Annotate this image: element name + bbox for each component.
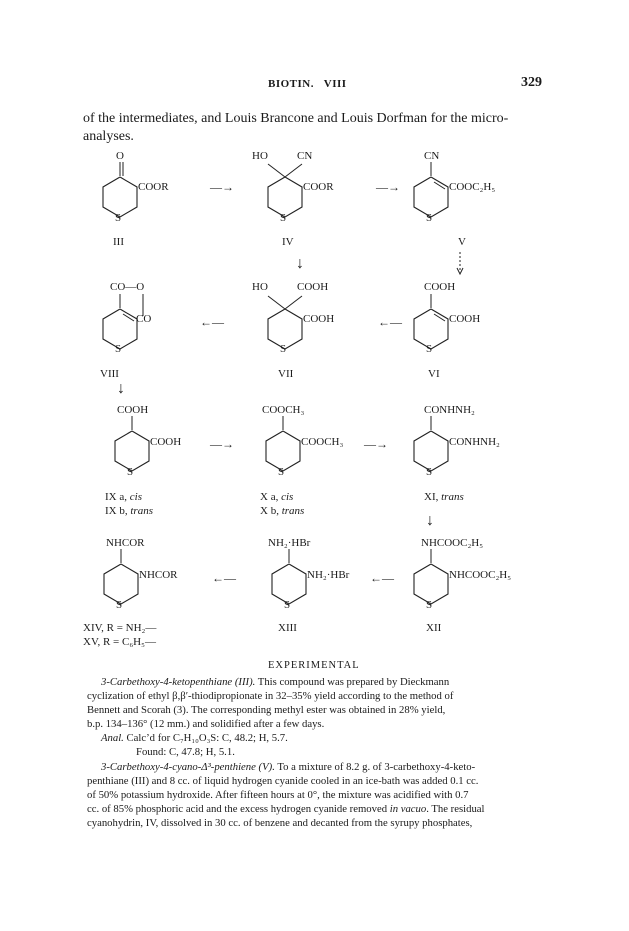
intro-line-2: analyses. [83,129,134,144]
V-substituent: COOC₂H₅ [449,181,496,193]
XI-label-text: XI, [424,491,439,503]
IV-hydroxy: HO [252,150,268,162]
VII-carboxyl-top: COOH [297,281,329,293]
X-label-a [260,491,293,503]
XIV-substituent: NHCOR [139,569,178,581]
arrow-VIII-IX: ↓ [117,380,125,397]
III-label: III [113,236,124,248]
XI-label [424,491,464,503]
p1-line-4: b.p. 134–136° (12 mm.) and solidified after a few days. [87,718,325,730]
XII-substituent: NHCOOC₂H₅ [449,569,512,581]
VIII-lactone-top: CO—O [110,281,145,293]
XI-ring-bonds [406,414,466,484]
in-vacuo: in vacuo [389,803,427,815]
XIV-label: XIV, R = NH₂— [83,622,157,634]
XIII-label: XIII [278,622,297,634]
arrow-VII-VIII: ←— [200,315,224,329]
IX-label-b [105,505,153,517]
XI-sulfur: S [426,466,433,478]
IX-carboxyl-top: COOH [117,404,149,416]
p1-line-1 [101,676,449,690]
p2-line-3: of 50% potassium hydroxide. After fifteen hours at 0°, the mixture was acidified with 0.7 [87,789,469,801]
III-ring-bonds [95,160,155,230]
V-label: V [458,236,466,248]
VI-ring-bonds [406,292,466,362]
compound-V-title: 3-Carbethoxy-4-cyano-Δ³-penthiene (V). [101,761,275,773]
XI-hydrazide-top: CONHNH₂ [424,404,475,416]
XIV-sulfur: S [116,599,123,611]
p2-line-1-text: To a mixture of 8.2 g. of 3-carbethoxy-4-keto- [274,761,476,773]
IV-cyano: CN [297,150,313,162]
IX-sulfur: S [127,466,134,478]
arrow-VI-VII: ←— [378,315,402,329]
arrow-IX-X: —→ [210,437,234,451]
p2-line-5: cyanohydrin, IV, dissolved in 30 cc. of benzene and decanted from the syrupy phosphates, [87,817,473,829]
IV-sulfur: S [280,212,287,224]
XV-label: XV, R = C₆H₅— [83,636,156,648]
X-ester-top: COOCH₃ [262,404,305,416]
intro-line-1: of the intermediates, and Louis Brancone and Louis Dorfman for the micro- [83,111,509,126]
anal-label: Anal. [101,732,124,744]
IX-label-b-text: IX b, [105,505,128,517]
arrow-X-XI: —→ [364,437,388,451]
p2-line-4 [87,803,485,817]
p1-line-1-text: This compound was prepared by Dieckmann [255,676,450,688]
VI-label: VI [428,368,440,380]
VII-hydroxy: HO [252,281,268,293]
arrow-III-IV: —→ [210,180,234,194]
arrow-XIII-XIV: ←— [212,571,236,585]
VIII-sulfur: S [115,343,122,355]
running-title-part: VIII [323,78,347,90]
XIV-ring-bonds [96,547,156,617]
V-ring-bonds [406,160,466,230]
XIII-substituent: NH₂·HBr [307,569,350,581]
running-title-text: BIOTIN. [268,78,314,90]
X-label-a-text: X a, [260,491,279,503]
running-title [268,78,347,90]
p1-line-6: Found: C, 47.8; H, 5.1. [136,746,235,758]
VIII-label: VIII [100,368,119,380]
arrow-V-VI-dotted [455,252,465,277]
IX-ring-bonds [107,414,167,484]
XII-carbamate-top: NHCOOC₂H₅ [421,537,484,549]
compound-III-title: 3-Carbethoxy-4-ketopenthiane (III). [101,676,256,688]
V-sulfur: S [426,212,433,224]
p2-line-4-text: cc. of 85% phosphoric acid and the excess hydrogen cyanide removed [87,803,390,815]
arrow-IV-V: —→ [376,180,400,194]
IV-label: IV [282,236,294,248]
III-oxo: O [116,150,124,162]
VII-label: VII [278,368,294,380]
p1-line-5 [101,732,288,746]
p1-line-3: Bennett and Scorah (3). The corresponding methyl ester was obtained in 28% yield, [87,704,446,716]
X-label-a-stereo: cis [281,491,294,503]
XIII-amine-top: NH₂·HBr [268,537,311,549]
arrow-XII-XIII: ←— [370,571,394,585]
XII-label: XII [426,622,442,634]
XII-ring-bonds [406,547,466,617]
IX-label-b-stereo: trans [130,505,153,517]
VII-ring-bonds [258,292,328,362]
V-cyano: CN [424,150,440,162]
X-sulfur: S [278,466,285,478]
XI-substituent: CONHNH₂ [449,436,500,448]
arrow-XI-XII: ↓ [426,512,434,529]
IV-substituent: COOR [303,181,334,193]
IV-ring-bonds [258,160,328,230]
XIV-amide-top: NHCOR [106,537,145,549]
XIII-sulfur: S [284,599,291,611]
p2-line-2: penthiane (III) and 8 cc. of liquid hydrogen cyanide cooled in an ice-bath was added 0.1 cc. [87,775,479,787]
X-label-b-stereo: trans [281,505,305,517]
III-sulfur: S [115,212,122,224]
XI-label-stereo: trans [441,491,464,503]
p2-line-1 [101,761,475,775]
p2-line-4-tail: . The residual [426,803,485,815]
X-label-b [260,505,304,517]
arrow-IV-VII: ↓ [296,255,304,272]
III-substituent: COOR [138,181,169,193]
VIII-ring-bonds [95,292,165,362]
VI-sulfur: S [426,343,433,355]
IX-label-a [105,491,142,503]
page-number: 329 [521,75,542,90]
XIII-ring-bonds [264,547,324,617]
X-substituent: COOCH₃ [301,436,344,448]
IX-label-a-stereo: cis [129,491,142,503]
section-heading: EXPERIMENTAL [268,660,360,671]
VII-substituent: COOH [303,313,335,325]
p1-line-5-text: Calc’d for C₇H₁₀O₃S: C, 48.2; H, 5.7. [123,732,288,744]
VIII-substituent: CO [136,313,152,325]
IX-substituent: COOH [150,436,182,448]
VI-substituent: COOH [449,313,481,325]
p1-line-2: cyclization of ethyl β,β′-thiodipropionate in 32–35% yield according to the method of [87,690,454,702]
X-label-b-text: X b, [260,505,279,517]
X-ring-bonds [258,414,318,484]
VII-sulfur: S [280,343,287,355]
IX-label-a-text: IX a, [105,491,127,503]
XII-sulfur: S [426,599,433,611]
VI-carboxyl-top: COOH [424,281,456,293]
